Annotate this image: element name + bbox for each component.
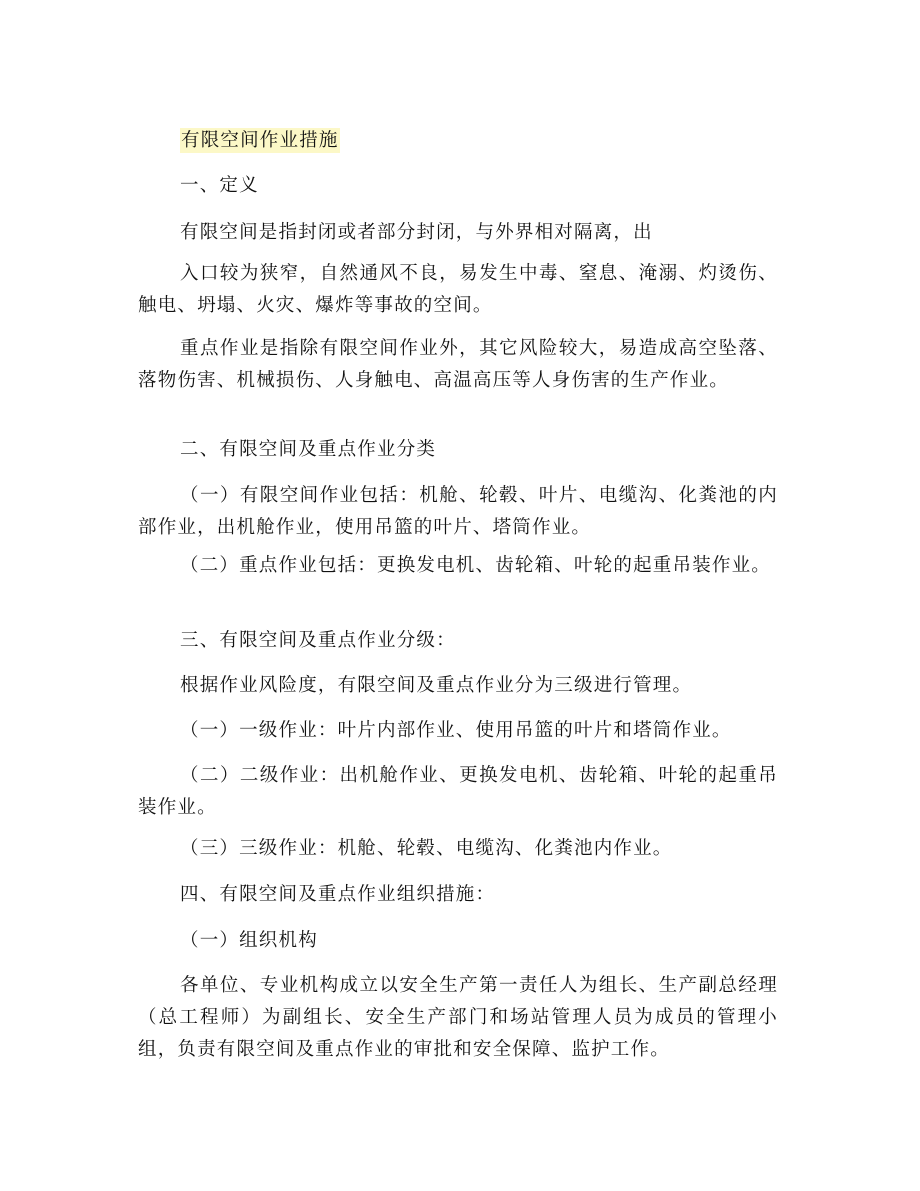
- paragraph-section-1-heading: 一、定义: [180, 175, 259, 196]
- paragraph-section-4-heading: 四、有限空间及重点作业组织措施：: [180, 884, 496, 905]
- paragraph-grading-intro: 根据作业风险度，有限空间及重点作业分为三级进行管理。: [180, 675, 693, 696]
- paragraph-definition-a: 有限空间是指封闭或者部分封闭，与外界相对隔离，出: [180, 222, 653, 243]
- paragraph-definition-b: 入口较为狭窄，自然通风不良，易发生中毒、窒息、淹溺、灼烫伤、触电、坍塌、火灾、爆炸等事故的空间。: [138, 263, 778, 316]
- paragraph-grade-3: （三）三级作业：机舱、轮毂、电缆沟、化粪池内作业。: [180, 838, 673, 859]
- paragraph-organization-heading: （一）组织机构: [180, 930, 318, 951]
- paragraph-grade-1: （一）一级作业：叶片内部作业、使用吊篮的叶片和塔筒作业。: [180, 720, 732, 741]
- document-title: 有限空间作业措施: [181, 130, 339, 151]
- paragraph-organization-body: 各单位、专业机构成立以安全生产第一责任人为组长、生产副总经理（总工程师）为副组长、安全生产部门和场站管理人员为成员的管理小组，负责有限空间及重点作业的审批和安全保障、监护工作。: [138, 975, 778, 1060]
- paragraph-key-work-definition: 重点作业是指除有限空间作业外，其它风险较大，易造成高空坠落、落物伤害、机械损伤、人身触电、高温高压等人身伤害的生产作业。: [138, 338, 778, 391]
- paragraph-section-3-heading: 三、有限空间及重点作业分级：: [180, 630, 456, 651]
- paragraph-section-2-heading: 二、有限空间及重点作业分类: [180, 439, 437, 460]
- paragraph-class-1: （一）有限空间作业包括：机舱、轮毂、叶片、电缆沟、化粪池的内部作业，出机舱作业，使用吊篮的叶片、塔筒作业。: [138, 485, 778, 538]
- paragraph-class-2: （二）重点作业包括：更换发电机、齿轮箱、叶轮的起重吊装作业。: [180, 555, 772, 576]
- paragraph-grade-2: （二）二级作业：出机舱作业、更换发电机、齿轮箱、叶轮的起重吊装作业。: [138, 765, 778, 818]
- document-title-line: [180, 125, 340, 157]
